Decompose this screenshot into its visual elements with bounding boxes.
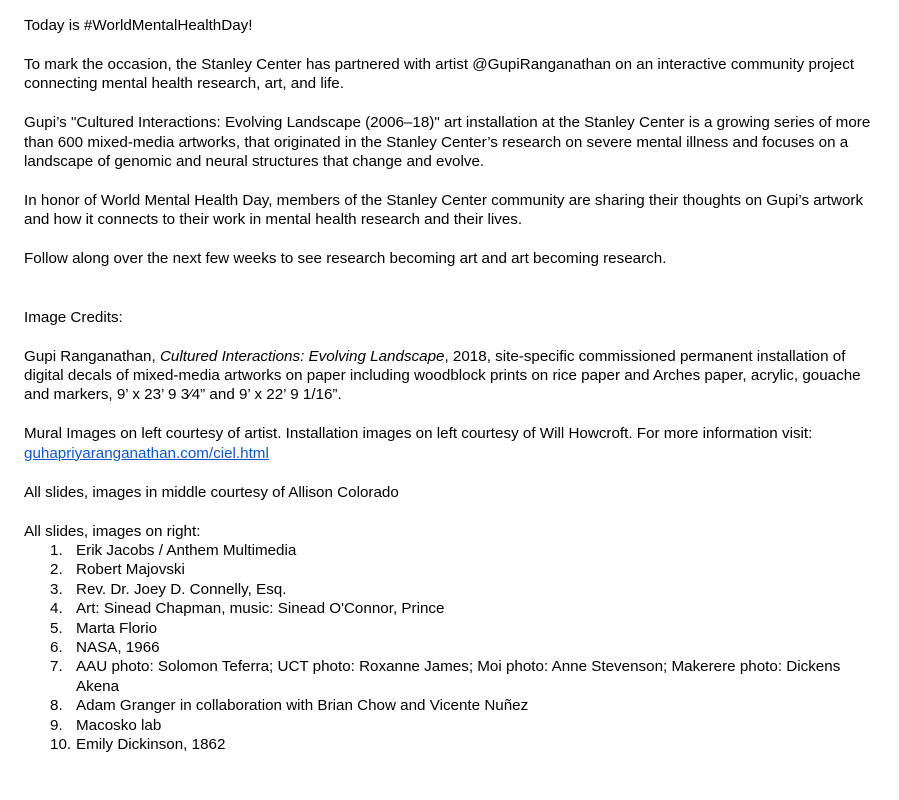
- right-images-heading: All slides, images on right:: [24, 522, 201, 540]
- list-item: 7. AAU photo: Solomon Teferra; UCT photo: Roxanne James; Moi photo: Anne Stevenson; Makerere photo: Dickens Akena: [50, 658, 841, 695]
- artist-website-link[interactable]: guhapriyaranganathan.com/ciel.html: [24, 444, 269, 462]
- right-images-list: [24, 541, 884, 754]
- artwork-title: Cultured Interactions: Evolving Landscape: [159, 347, 445, 365]
- list-item: 10. Emily Dickinson, 1862: [50, 735, 226, 753]
- list-item: 1. Erik Jacobs / Anthem Multimedia: [50, 541, 297, 559]
- artwork-details: , 2018, site-specific commissioned permanent installation of digital decals of mixed-media artworks on paper including woodblock prints on rice paper and Arches paper, acrylic, gouache and markers, 9’ x 23’ 9 3⁄4” and 9’ x 22’ 9 1/16”.: [24, 347, 861, 404]
- mural-credit: [24, 424, 884, 463]
- mural-credit-text: Mural Images on left courtesy of artist. Installation images on left courtesy of Will Howcroft. For more information visit:: [24, 425, 813, 443]
- list-item: 9. Macosko lab: [50, 716, 162, 734]
- list-item: 2. Robert Majovski: [50, 561, 185, 579]
- intro-headline: Today is #WorldMentalHealthDay!: [24, 17, 253, 34]
- list-item: 5. Marta Florio: [50, 619, 158, 637]
- artwork-credit: [24, 347, 884, 405]
- list-item: 3. Rev. Dr. Joey D. Connelly, Esq.: [50, 580, 287, 598]
- intro-paragraph-honor: In honor of World Mental Health Day, members of the Stanley Center community are sharing their thoughts on Gupi’s artwork and how it connects to their work in mental health research and their lives.: [24, 191, 864, 229]
- artwork-artist: Gupi Ranganathan,: [24, 347, 160, 365]
- middle-images-credit: All slides, images in middle courtesy of Allison Colorado: [24, 483, 399, 501]
- credits-heading: Image Credits:: [24, 308, 123, 326]
- intro-paragraph-partnership: To mark the occasion, the Stanley Center has partnered with artist @GupiRanganathan on an interactive community project connecting mental health research, art, and life.: [24, 55, 855, 93]
- intro-paragraph-follow: Follow along over the next few weeks to see research becoming art and art becoming research.: [24, 250, 667, 268]
- list-item: 8. Adam Granger in collaboration with Brian Chow and Vicente Nuñez: [50, 697, 529, 715]
- list-item: 4. Art: Sinead Chapman, music: Sinead O'Connor, Prince: [50, 600, 445, 618]
- list-item: 6. NASA, 1966: [50, 638, 160, 656]
- document-body: [24, 16, 884, 754]
- intro-paragraph-installation: Gupi’s "Cultured Interactions: Evolving Landscape (2006–18)" art installation at the Stanley Center is a growing series of more than 600 mixed-media artworks, that originated in the Stanley Center’s research on severe mental illness and focuses on a landscape of genomic and neural structures that change and evolve.: [24, 114, 871, 171]
